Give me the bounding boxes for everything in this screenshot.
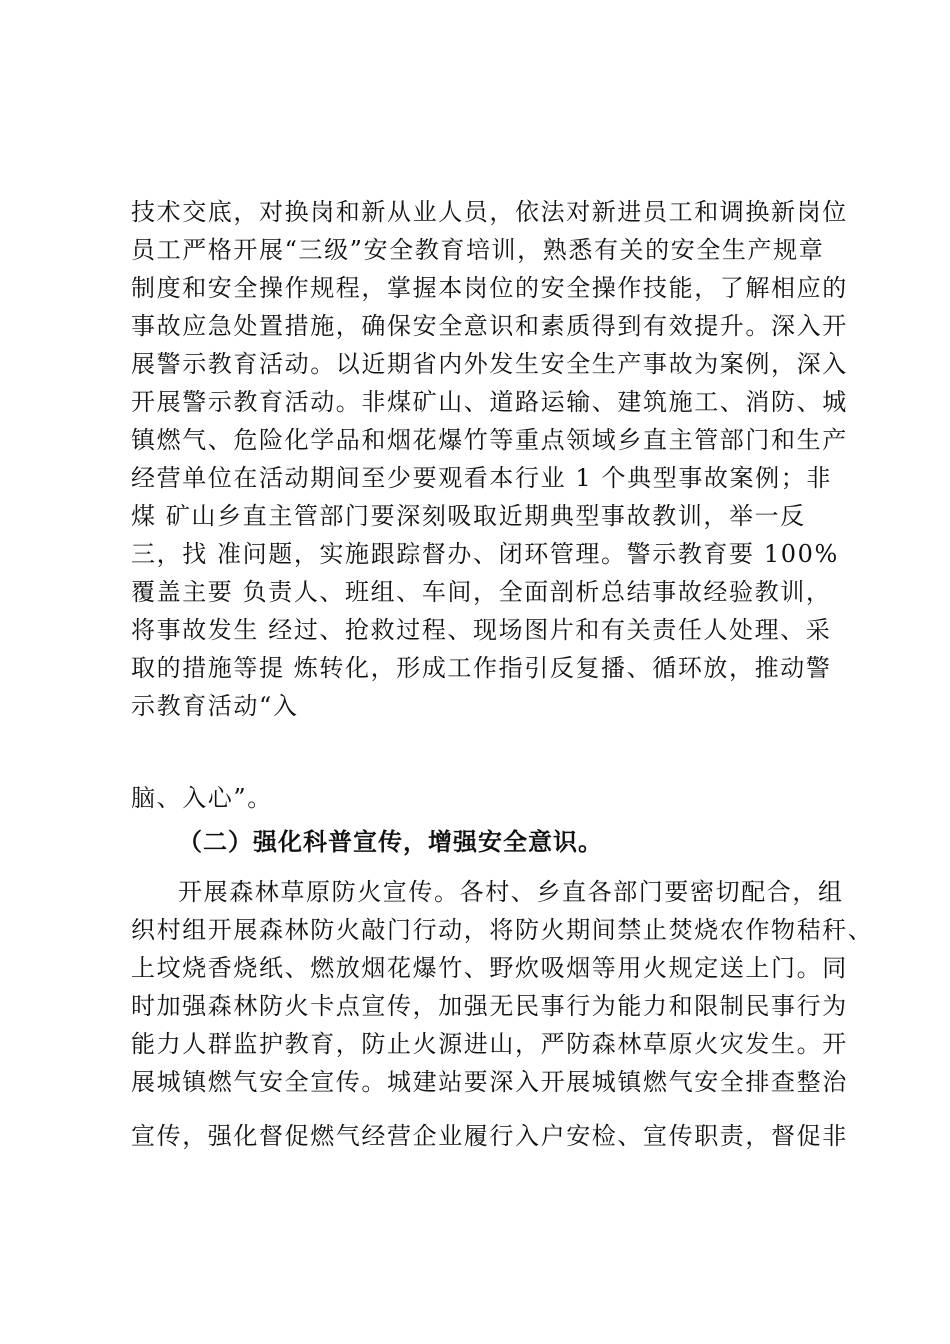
paragraph-2-line-3: 上坟烧香烧纸、燃放烟花爆竹、野炊吸烟等用火规定送上门。同 bbox=[131, 954, 848, 982]
paragraph-2-line-2: 织村组开展森林防火敲门行动，将防火期间禁止焚烧农作物秸秆、 bbox=[131, 916, 874, 944]
paragraph-1-line-7: 镇燃气、危险化学品和烟花爆竹等重点领域乡直主管部门和生产 bbox=[131, 426, 848, 454]
paragraph-1-line-6: 开展警示教育活动。非煤矿山、道路运输、建筑施工、消防、城 bbox=[131, 388, 848, 416]
paragraph-1-line-1: 技术交底，对换岗和新从业人员，依法对新进员工和调换新岗位 bbox=[131, 198, 848, 226]
paragraph-1-line-13: 取的措施等提 炼转化，形成工作指引反复播、循环放，推动警 bbox=[131, 654, 832, 682]
paragraph-2-line-4: 时加强森林防火卡点宣传，加强无民事行为能力和限制民事行为 bbox=[131, 992, 848, 1020]
paragraph-1-line-5: 展警示教育活动。以近期省内外发生安全生产事故为案例，深入 bbox=[131, 350, 848, 378]
paragraph-1-line-11: 覆盖主要 负责人、班组、车间，全面剖析总结事故经验教训， bbox=[131, 578, 832, 606]
paragraph-1-line-10: 三，找 准问题，实施跟踪督办、闭环管理。警示教育要 100% bbox=[131, 540, 839, 568]
paragraph-2-line-5: 能力人群监护教育，防止火源进山，严防森林草原火灾发生。开 bbox=[131, 1030, 848, 1058]
paragraph-1-line-14: 示教育活动“入 bbox=[131, 692, 299, 720]
paragraph-1-line-3: 制度和安全操作规程，掌握本岗位的安全操作技能，了解相应的 bbox=[131, 274, 848, 302]
paragraph-1-line-12: 将事故发生 经过、抢救过程、现场图片和有关责任人处理、采 bbox=[131, 616, 832, 644]
paragraph-1-line-15: 脑、入心”。 bbox=[131, 784, 273, 812]
paragraph-2-line-7: 宣传，强化督促燃气经营企业履行入户安检、宣传职责，督促非 bbox=[131, 1122, 848, 1150]
section-heading: （二）强化科普宣传，增强安全意识。 bbox=[178, 827, 603, 856]
paragraph-1-line-8: 经营单位在活动期间至少要观看本行业 1 个典型事故案例；非 bbox=[131, 464, 832, 492]
paragraph-1-line-4: 事故应急处置措施，确保安全意识和素质得到有效提升。深入开 bbox=[131, 312, 848, 340]
paragraph-2-line-6: 展城镇燃气安全宣传。城建站要深入开展城镇燃气安全排查整治 bbox=[131, 1068, 848, 1096]
paragraph-2-line-1: 开展森林草原防火宣传。各村、乡直各部门要密切配合，组 bbox=[178, 878, 844, 906]
paragraph-1-line-2: 员工严格开展“三级”安全教育培训，熟悉有关的安全生产规章 bbox=[131, 236, 825, 264]
paragraph-1-line-9: 煤 矿山乡直主管部门要深刻吸取近期典型事故教训，举一反 bbox=[131, 502, 806, 530]
